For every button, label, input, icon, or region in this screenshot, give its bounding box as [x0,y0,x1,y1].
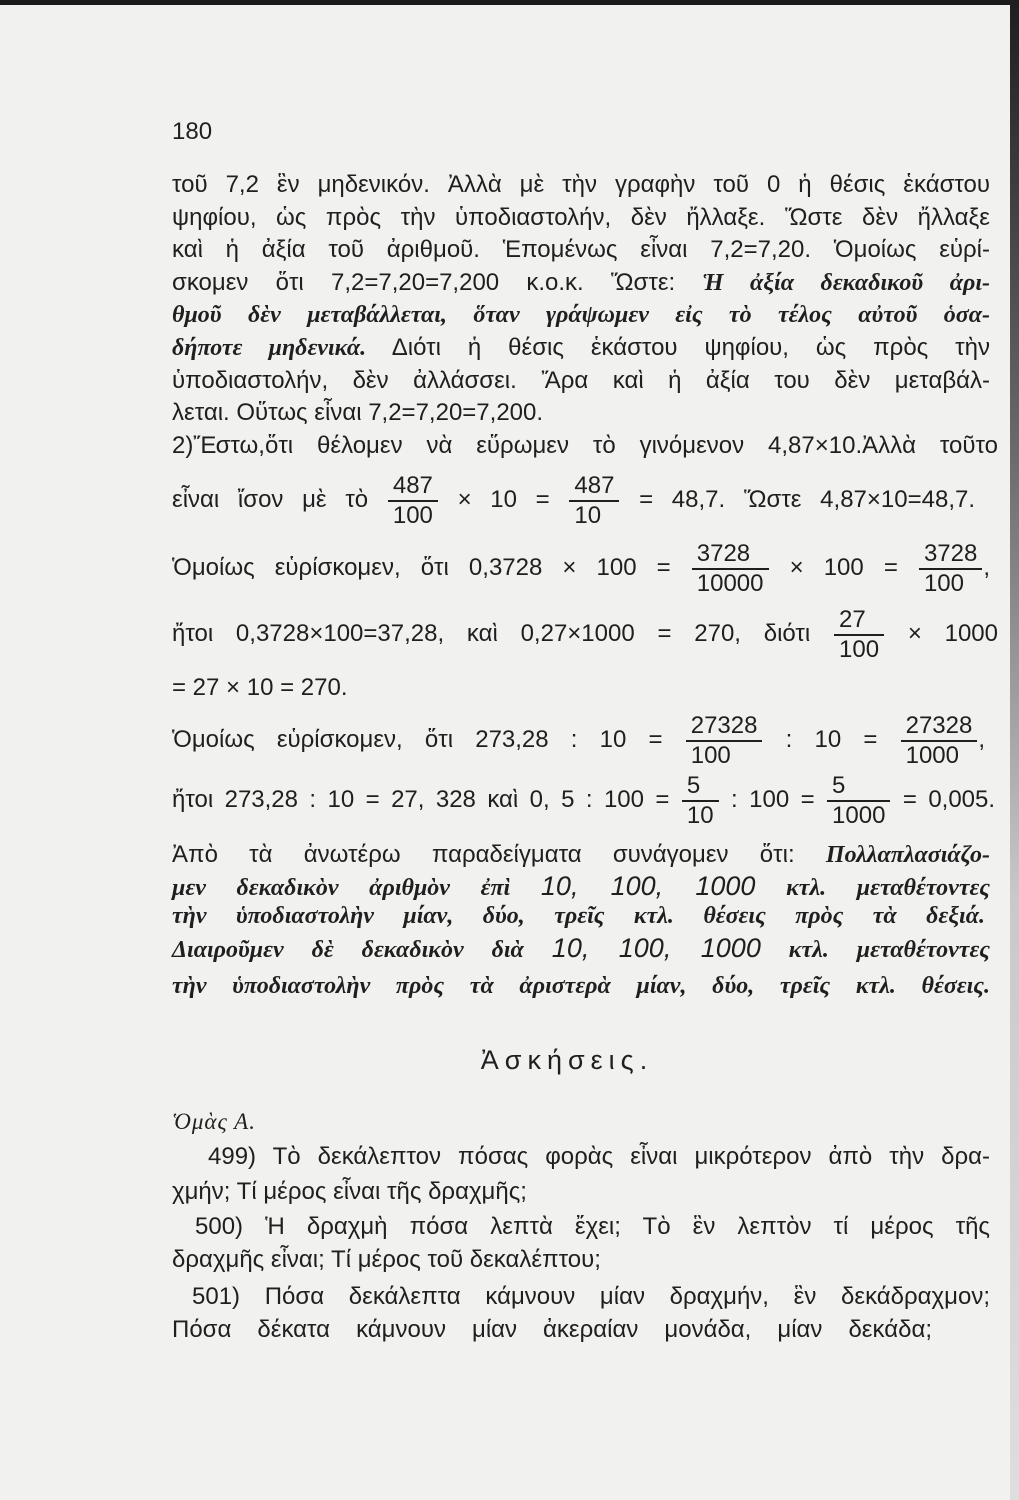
text-line: τοῦ 7,2 ἓν μηδενικόν. Ἀλλὰ μὲ τὴν γραφὴν τοῦ 0 ἡ θέσις ἑκάστου [172,171,990,198]
fraction-denominator: 100 [839,635,880,663]
emphasis-line: θμοῦ δὲν μεταβάλλεται, ὅταν γράψωμεν εἰς τὸ τέλος αὐτοῦ ὁσα- [172,302,990,328]
formula-text: Ὁμοίως εὑρίσκομεν, ὅτι 273,28 : 10 = [172,726,663,753]
emphasis-line [172,932,990,964]
text-line [172,332,990,364]
formula-text: × 1000 [907,620,998,647]
formula-text: Ὁμοίως εὑρίσκομεν, ὅτι 0,3728 × 100 = [172,554,671,581]
fraction [919,541,982,597]
emphasis-text: Διαιροῦμεν δὲ δεκαδικὸν διὰ [172,937,524,963]
emphasis-text: δήποτε μηδενικά. [172,335,367,361]
section-heading: Ἀσκήσεις. [480,1045,654,1075]
emphasis-numbers: 10, 100, 1000 [540,871,756,901]
formula-line: = 27 × 10 = 270. [172,674,348,701]
text-segment: Ἀπὸ τὰ ἀνωτέρω παραδείγματα συνάγομεν ὅτι: [172,841,795,868]
formula-text: : 100 = [731,786,815,813]
exercise-item: 499) Τὸ δεκάλεπτον πόσας φορὰς εἶναι μικρότερον ἀπὸ τὴν δρα- [208,1143,990,1170]
fraction-denominator: 100 [392,501,433,529]
fraction-denominator: 1000 [905,741,959,769]
exercise-item: 501) Πόσα δεκάλεπτα κάμνουν μίαν δραχμήν, ἓν δεκάδραχμον; [192,1283,990,1310]
fraction [682,773,719,829]
exercise-item-continuation: χμήν; Τί μέρος εἶναι τῆς δραχμῆς; [172,1178,527,1205]
text-line: λεται. Οὕτως εἶναι 7,2=7,20=7,200. [172,399,544,426]
emphasis-text: μεν δεκαδικὸν ἀριθμὸν ἐπὶ [172,875,511,901]
text-line: καὶ ἡ ἀξία τοῦ ἀριθμοῦ. Ἑπομένως εἶναι 7,2=7,20. Ὁμοίως εὑρί- [172,236,990,263]
text-line [172,839,990,871]
fraction-numerator: 3728 [696,539,751,567]
formula-text: × 100 = [789,554,898,581]
fraction-denominator: 1000 [832,801,886,829]
formula-text: × 10 = [457,486,550,513]
formula-text: εἶναι ἴσον μὲ τὸ [172,486,369,513]
emphasis-line [172,870,990,902]
emphasis-line: τὴν ὑποδιαστολὴν μίαν, δύο, τρεῖς κτλ. θέσεις πρὸς τὰ δεξιά. [172,903,985,929]
formula-text: : 10 = [785,726,878,753]
text-line [172,267,990,299]
text-line: ὑποδιαστολήν, δὲν ἀλλάσσει. Ἄρα καὶ ἡ ἀξία του δὲν μεταβάλ- [172,367,990,394]
formula-line [172,538,990,598]
formula-line [172,470,975,530]
emphasis-text: κτλ. μεταθέτοντες [786,875,991,901]
fraction [686,713,763,769]
text-segment: σκομεν ὅτι 7,2=7,20=7,200 κ.ο.κ. Ὥστε: [172,269,676,296]
formula-line [172,770,995,830]
formula-text: = 0,005. [902,786,996,813]
emphasis-numbers: 10, 100, 1000 [551,933,761,963]
formula-text: = 48,7. Ὥστε 4,87×10=48,7. [639,486,976,513]
emphasis-text: Πολλαπλασιάζο- [825,842,991,868]
formula-text: , [983,554,991,581]
fraction [827,773,890,829]
fraction [388,473,438,529]
fraction [834,607,884,663]
formula-line [172,604,998,664]
fraction-denominator: 100 [923,569,964,597]
fraction-numerator: 27 [839,605,866,633]
emphasis-text: κτλ. μεταθέτοντες [788,937,991,963]
fraction [569,473,619,529]
formula-text: ἤτοι 0,3728×100=37,28, καὶ 0,27×1000 = 270, διότι [172,620,811,647]
fraction-denominator: 100 [690,741,731,769]
emphasis-text: Ἡ ἀξία δεκαδικοῦ ἀρι- [702,270,991,296]
fraction [692,541,769,597]
fraction-numerator: 487 [574,471,615,499]
scan-edge-top [0,0,1019,5]
emphasis-line: τὴν ὑποδιαστολὴν πρὸς τὰ ἀριστερὰ μίαν, δύο, τρεῖς κτλ. θέσεις. [172,973,990,999]
formula-line [172,710,985,770]
exercise-item-continuation: Πόσα δέκατα κάμνουν μίαν ἀκεραίαν μονάδα, μίαν δεκάδα; [172,1316,932,1343]
fraction-numerator: 27328 [905,711,973,739]
formula-text: ἤτοι 273,28 : 10 = 27, 328 καὶ 0, 5 : 100 = [172,786,670,813]
fraction [901,713,978,769]
page-number: 180 [172,118,213,145]
scan-edge-right [1010,0,1019,1500]
fraction-denominator: 10000 [696,569,764,597]
fraction-denominator: 10 [686,801,714,829]
fraction-denominator: 10 [574,501,602,529]
exercise-item: 500) Ἡ δραχμὴ πόσα λεπτὰ ἔχει; Τὸ ἓν λεπτὸν τί μέρος τῆς [195,1213,990,1240]
fraction-numerator: 5 [832,771,846,799]
exercise-item-continuation: δραχμῆς εἶναι; Τί μέρος τοῦ δεκαλέπτου; [172,1246,601,1273]
fraction-numerator: 487 [392,471,433,499]
formula-text: , [978,726,986,753]
fraction-numerator: 27328 [690,711,758,739]
text-line: 2)Ἔστω,ὅτι θέλομεν νὰ εὕρωμεν τὸ γινόμενον 4,87×10.Ἀλλὰ τοῦτο [172,432,998,459]
fraction-numerator: 3728 [923,539,978,567]
text-segment: Διότι ἡ θέσις ἑκάστου ψηφίου, ὡς πρὸς τὴν [391,334,990,361]
fraction-numerator: 5 [686,771,701,799]
exercise-group-label: Ὁμὰς Α. [172,1109,256,1134]
text-line: ψηφίου, ὡς πρὸς τὴν ὑποδιαστολήν, δὲν ἤλλαξε. Ὥστε δὲν ἤλλαξε [172,204,990,231]
